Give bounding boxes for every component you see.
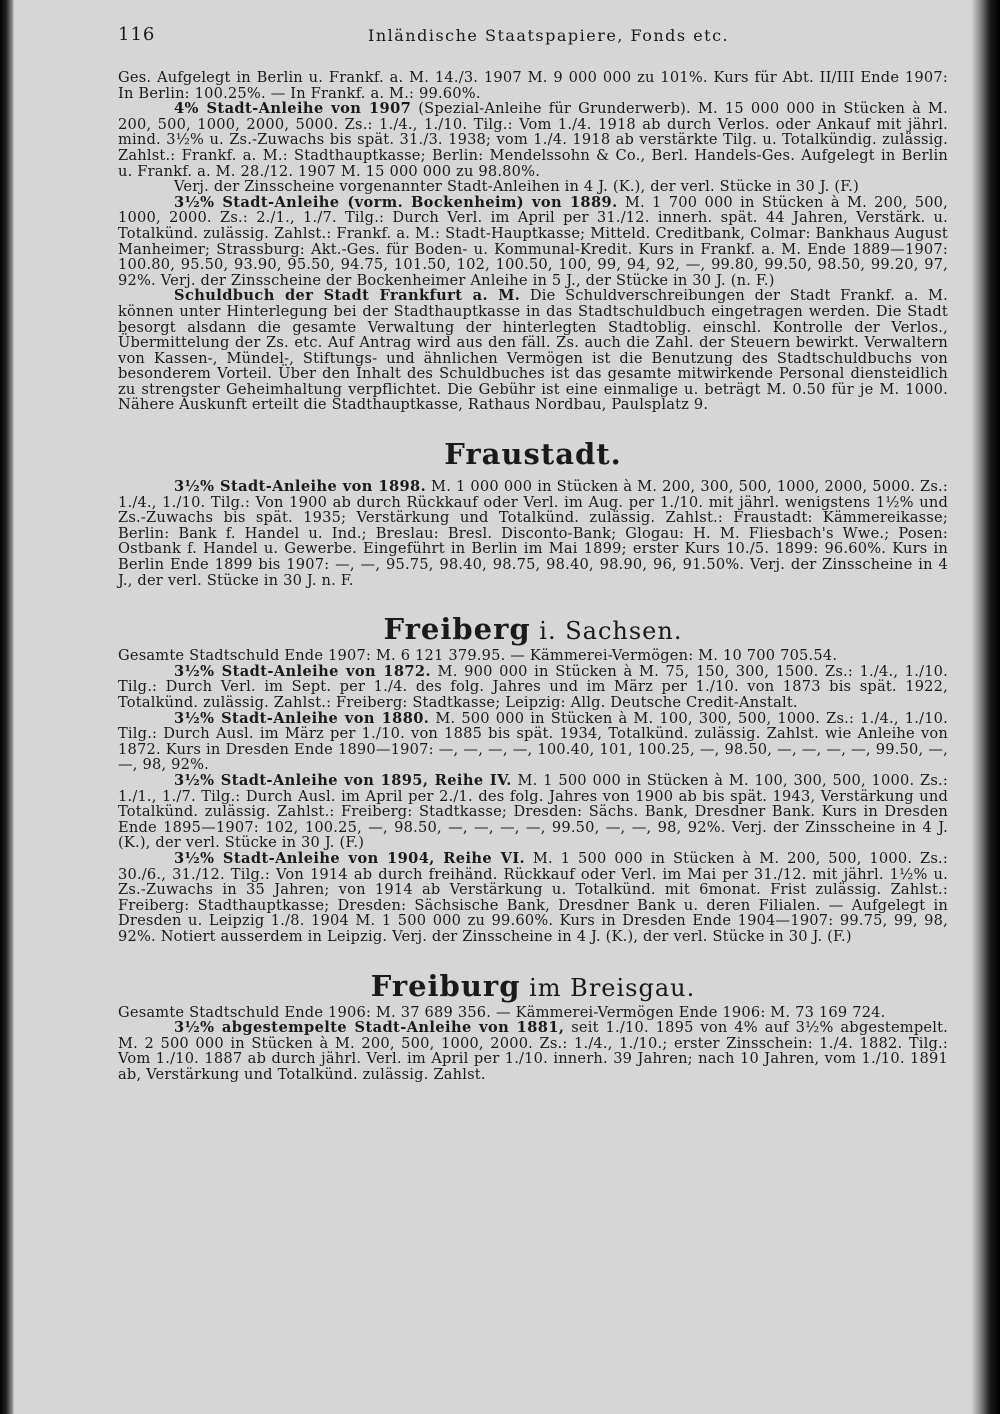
bond-details: M. 1 500 000 in Stücken à M. 100, 300, 500, 1000. Zs.: 1./1., 1./7. Tilg.: Durch Ausl. im April per 2./1. des folg. Jahres von 1900 ab bis spät. 1943, Verstärkung und Totalkünd. zulässig. Zahlst.: Freiberg: Stadtkasse; Dresden: Sächs. Bank, Dresdner Bank. Kurs in Dresden Ende 1895—1907: 102, 100.25, —, 98.50, —, —, —, —, 99.50, —, —, 98, 92%. Verj. der Zinsscheine in 4 J. (K.), der verl. Stücke in 30 J. (F.) bbox=[118, 771, 948, 852]
bond-details: M. 1 500 000 in Stücken à M. 200, 500, 1000. Zs.: 30./6., 31./12. Tilg.: Von 1914 ab durch freihänd. Rückkauf oder Verl. im Mai per 31./12. mit jährl. 1½% u. Zs.-Zuwachs in 35 Jahren; von 1914 ab Verstärkung u. Totalkünd. mit 6monat. Frist zulässig. Zahlst.: Freiberg: Stadthauptkasse; Dresden: Sächsische Bank, Dresdner Bank u. deren Filialen. — Aufgelegt in Dresden u. Leipzig 1./8. 1904 M. 1 500 000 zu 99.60%. Kurs in Dresden Ende 1904—1907: 99.75, 99, 98, 92%. Notiert ausserdem in Leipzig. Verj. der Zinsscheine in 4 J. (K.), der verl. Stücke in 30 J. (F.) bbox=[118, 849, 949, 945]
paragraph-freiberg-anleihe-1895 bbox=[118, 773, 948, 851]
city-name: Freiberg bbox=[383, 612, 531, 647]
running-title: Inländische Staatspapiere, Fonds etc. bbox=[368, 26, 730, 45]
bond-details: M. 900 000 in Stücken à M. 75, 150, 300, 1500. Zs.: 1./4., 1./10. Tilg.: Durch Verl. im Sept. per 1./4. des folg. Jahres und im März per 1./10. von 1873 bis spät. 1922, Totalkünd. zulässig. Zahlst.: Freiberg: Stadtkasse; Leipzig: Allg. Deutsche Credit-Anstalt. bbox=[118, 662, 949, 711]
paragraph-anleihe-1907 bbox=[118, 101, 948, 179]
running-header bbox=[118, 24, 948, 52]
paragraph-freiberg-anleihe-1904 bbox=[118, 851, 948, 945]
bond-title: 3½% Stadt-Anleihe von 1898. bbox=[174, 478, 427, 496]
paragraph-verjaehrung: Verj. der Zinsscheine vorgenannter Stadt-Anleihen in 4 J. (K.), der verl. Stücke in 30 J. (F.) bbox=[174, 178, 859, 196]
bond-details: (Spezial-Anleihe für Grunderwerb). M. 15 000 000 in Stücken à M. 200, 500, 1000, 2000, 5000. Zs.: 1./4., 1./10. Tilg.: Vom 1./4. 1918 ab durch Verlos. oder Ankauf mit jährl. mind. 3½% u. Zs.-Zuwachs bis spät. 31./3. 1938; vom 1./4. 1918 ab verstärkte Tilg. u. Totalkündig. zulässig. Zahlst.: Frankf. a. M.: Stadthauptkasse; Berlin: Mendelssohn & Co., Berl. Handels-Ges. Aufgelegt in Berlin u. Frankf. a. M. 28./12. 1907 M. 15 000 000 zu 98.80%. bbox=[118, 100, 948, 180]
bond-details: M. 1 000 000 in Stücken à M. 200, 300, 500, 1000, 2000, 5000. Zs.: 1./4., 1./10. Tilg.: Von 1900 ab durch Rückkauf oder Verl. im Aug. per 1./10. mit jährl. wenigstens 1½% und Zs.-Zuwachs bis spät. 1935; Verstärkung und Totalkünd. zulässig. Zahlst.: Fraustadt: Kämmereikasse; Berlin: Bank f. Handel u. Ind.; Breslau: Bresl. Disconto-Bank; Glogau: H. M. Fliesbach's Wwe.; Posen: Ostbank f. Handel u. Gewerbe. Eingeführt in Berlin im Mai 1899; erster Kurs 10./5. 1899: 96.60%. Kurs in Berlin Ende 1899 bis 1907: —, —, 95.75, 98.40, 98.75, 98.40, 98.90, 96, 91.50%. Verj. der Zinsscheine in 4 J., der verl. Stücke in 30 J. n. F. bbox=[118, 478, 948, 589]
bond-title: 3½% Stadt-Anleihe von 1904, Reihe VI. bbox=[174, 849, 526, 867]
paragraph-freiberg-anleihe-1872 bbox=[118, 664, 948, 711]
paragraph-freiburg-anleihe-1881 bbox=[118, 1020, 948, 1082]
city-name: Fraustadt. bbox=[444, 437, 622, 472]
paragraph-fraustadt-anleihe-1898 bbox=[118, 479, 948, 588]
section-details: Die Schuldverschreibungen der Stadt Frankf. a. M. können unter Hinterlegung bei der Stadthauptkasse in das Stadtschuldbuch eingetragen werden. Die Stadt besorgt alsdann die gesamte Verwaltung der hinterlegten Stadtoblig. einschl. Kontrolle der Verlos., Übermittelung der Zs. etc. Auf Antrag wird aus den fäll. Zs. auch die Zahl. der Steuern bewirkt. Verwaltern von Kassen-, Mündel-, Stiftungs- und ähnlichen Vermögen ist die Benutzung des Stadtschuldbuchs von besonderem Vorteil. Über den Inhalt des Schuldbuches ist das gesamte mitwirkende Personal diensteidlich zu strengster Geheimhaltung verpflichtet. Die Gebühr ist eine einmalige u. beträgt M. 0.50 für je M. 1000. Nähere Auskunft erteilt die Stadthauptkasse, Rathaus Nordbau, Paulsplatz 9. bbox=[118, 287, 948, 414]
paragraph-schuldbuch bbox=[118, 288, 948, 413]
scan-left-edge bbox=[0, 0, 14, 1414]
bond-title: 3½% Stadt-Anleihe von 1895, Reihe IV. bbox=[174, 771, 512, 789]
scan-right-edge bbox=[972, 0, 1000, 1414]
city-heading-fraustadt bbox=[118, 437, 948, 471]
bond-details: M. 1 700 000 in Stücken à M. 200, 500, 1000, 2000. Zs.: 2./1., 1./7. Tilg.: Durch Verl. im April per 31./12. innerh. spät. 44 Jahren, Verstärk. u. Totalkünd. zulässig. Zahlst.: Frankf. a. M.: Stadt-Hauptkasse; Mitteld. Creditbank, Colmar: Bankhaus August Manheimer; Strassburg: Akt.-Ges. für Boden- u. Kommunal-Kredit. Kurs in Frankf. a. M. Ende 1889—1907: 100.80, 95.50, 93.90, 95.50, 94.75, 101.50, 102, 100.50, 100, 99, 94, 92, —, 99.80, 99.50, 98.50, 99.20, 97, 92%. Verj. der Zinsscheine der Bockenheimer Anleihe in 5 J., der Stücke in 30 J. (n. F.) bbox=[118, 193, 948, 289]
bond-title: 3½% Stadt-Anleihe von 1880. bbox=[174, 709, 430, 727]
paragraph-anleihe-bockenheim bbox=[118, 195, 948, 289]
bond-title: 3½% abgestempelte Stadt-Anleihe von 1881, bbox=[174, 1019, 565, 1037]
paragraph-freiberg-stadtschuld: Gesamte Stadtschuld Ende 1907: M. 6 121 379.95. — Kämmerei-Vermögen: M. 10 700 705.54. bbox=[118, 647, 838, 665]
paragraph-frankfurt-continuation: Ges. Aufgelegt in Berlin u. Frankf. a. M. 14./3. 1907 M. 9 000 000 zu 101%. Kurs für Abt. II/III Ende 1907: In Berlin: 100.25%. — In Frankf. a. M.: 99.60%. bbox=[118, 69, 948, 102]
section-title: Schuldbuch der Stadt Frankfurt a. M. bbox=[174, 287, 521, 305]
bond-title: 4% Stadt-Anleihe von 1907 bbox=[174, 100, 412, 118]
city-heading-freiberg bbox=[118, 612, 948, 648]
paragraph-freiburg-stadtschuld: Gesamte Stadtschuld Ende 1906: M. 37 689 356. — Kämmerei-Vermögen Ende 1906: M. 73 169 724. bbox=[118, 1003, 886, 1021]
city-heading-freiburg bbox=[118, 969, 948, 1005]
paragraph-freiberg-anleihe-1880 bbox=[118, 711, 948, 773]
city-suffix: i. Sachsen. bbox=[530, 617, 683, 646]
page-number: 116 bbox=[118, 24, 156, 45]
bond-details: M. 500 000 in Stücken à M. 100, 300, 500, 1000. Zs.: 1./4., 1./10. Tilg.: Durch Ausl. im März per 1./10. von 1885 bis spät. 1934, Totalkünd. zulässig. Zahlst. wie Anleihe von 1872. Kurs in Dresden Ende 1890—1907: —, —, —, —, 100.40, 101, 100.25, —, 98.50, —, —, —, —, 99.50, —, —, 98, 92%. bbox=[118, 709, 949, 774]
city-suffix: im Breisgau. bbox=[520, 973, 696, 1002]
bond-title: 3½% Stadt-Anleihe von 1872. bbox=[174, 662, 431, 680]
bond-title: 3½% Stadt-Anleihe (vorm. Bockenheim) von 1889. bbox=[174, 193, 618, 211]
page-content bbox=[118, 70, 948, 1082]
city-name: Freiburg bbox=[370, 968, 521, 1003]
bond-details: seit 1./10. 1895 von 4% auf 3½% abgestempelt. M. 2 500 000 in Stücken à M. 200, 500, 1000, 2000. Zs.: 1./4., 1./10.; erster Zinsschein: 1./4. 1882. Tilg.: Vom 1./10. 1887 ab durch jährl. Verl. im April per 1./10. innerh. 39 Jahren; nach 10 Jahren, vom 1./10. 1891 ab, Verstärkung und Totalkünd. zulässig. Zahlst. bbox=[118, 1019, 948, 1083]
